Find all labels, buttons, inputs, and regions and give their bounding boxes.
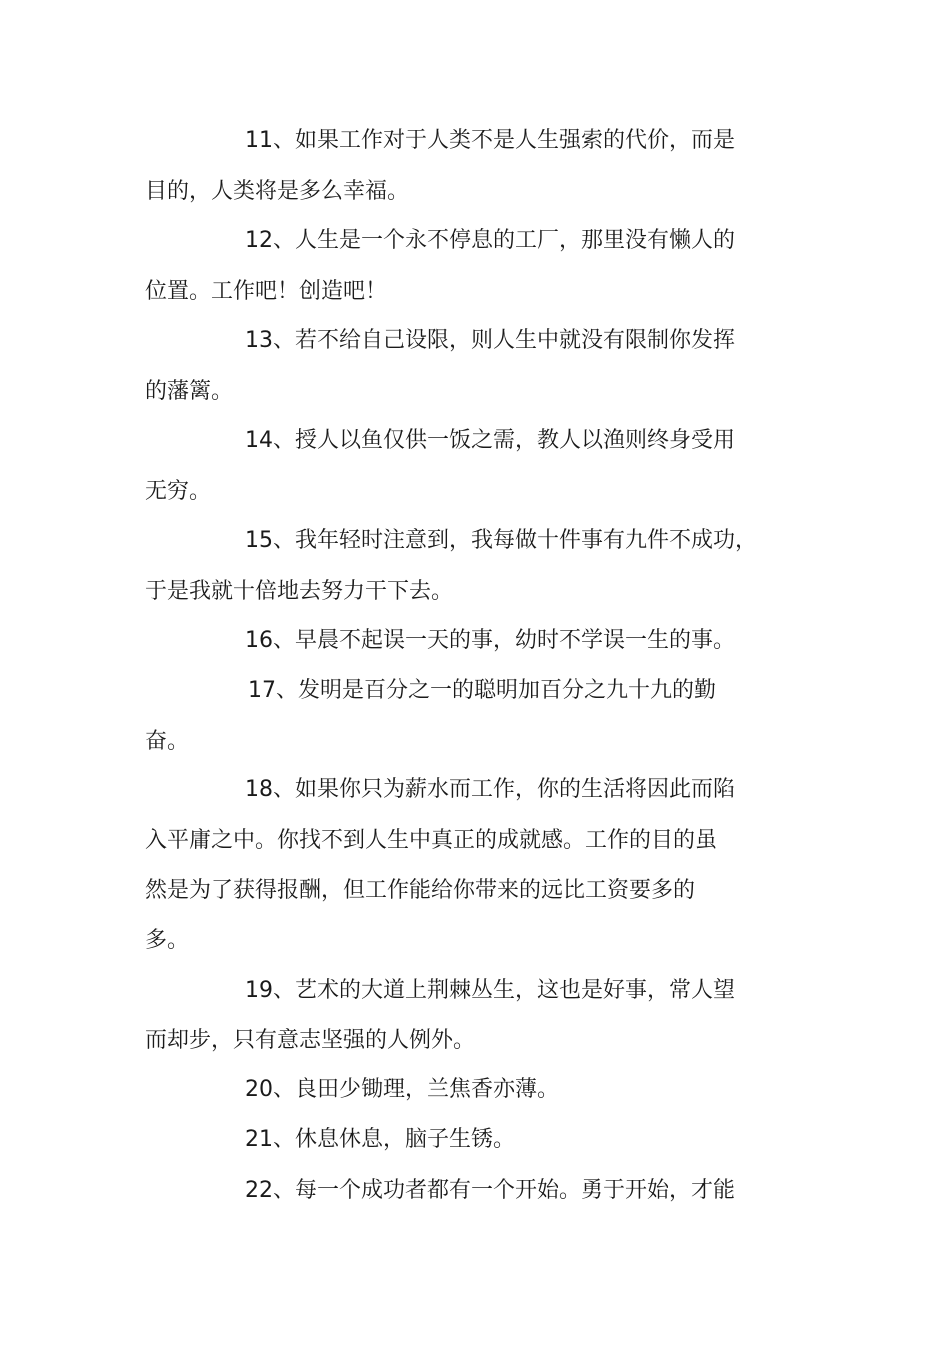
text-line: 16、早晨不起误一天的事，幼时不学误一生的事。 <box>245 628 735 653</box>
text-line: 而却步，只有意志坚强的人例外。 <box>145 1028 476 1053</box>
text-line: 21、休息休息，脑子生锈。 <box>245 1127 515 1152</box>
text-line: 11、如果工作对于人类不是人生强索的代价，而是 <box>245 128 735 153</box>
text-line: 无穷。 <box>145 479 212 504</box>
text-line: 入平庸之中。你找不到人生中真正的成就感。工作的目的虽 <box>145 828 718 853</box>
text-line: 19、艺术的大道上荆棘丛生，这也是好事，常人望 <box>245 978 735 1003</box>
text-line: 然是为了获得报酬，但工作能给你带来的远比工资要多的 <box>145 878 696 903</box>
text-line: 奋。 <box>145 729 190 754</box>
text-line: 17、发明是百分之一的聪明加百分之九十九的勤 <box>248 678 716 703</box>
text-line: 目的，人类将是多么幸福。 <box>145 179 410 204</box>
text-line: 15、我年轻时注意到，我每做十件事有九件不成功， <box>245 528 757 553</box>
text-line: 18、如果你只为薪水而工作，你的生活将因此而陷 <box>245 777 735 802</box>
text-line: 的藩篱。 <box>145 379 234 404</box>
text-line: 于是我就十倍地去努力干下去。 <box>145 579 454 604</box>
text-line: 12、人生是一个永不停息的工厂，那里没有懒人的 <box>245 228 735 253</box>
text-line: 13、若不给自己设限，则人生中就没有限制你发挥 <box>245 328 735 353</box>
text-line: 多。 <box>145 928 190 953</box>
text-line: 14、授人以鱼仅供一饭之需，教人以渔则终身受用 <box>245 428 735 453</box>
text-line: 22、每一个成功者都有一个开始。勇于开始，才能 <box>245 1178 735 1203</box>
text-line: 20、良田少锄理，兰焦香亦薄。 <box>245 1077 559 1102</box>
text-line: 位置。工作吧！创造吧！ <box>145 279 388 304</box>
